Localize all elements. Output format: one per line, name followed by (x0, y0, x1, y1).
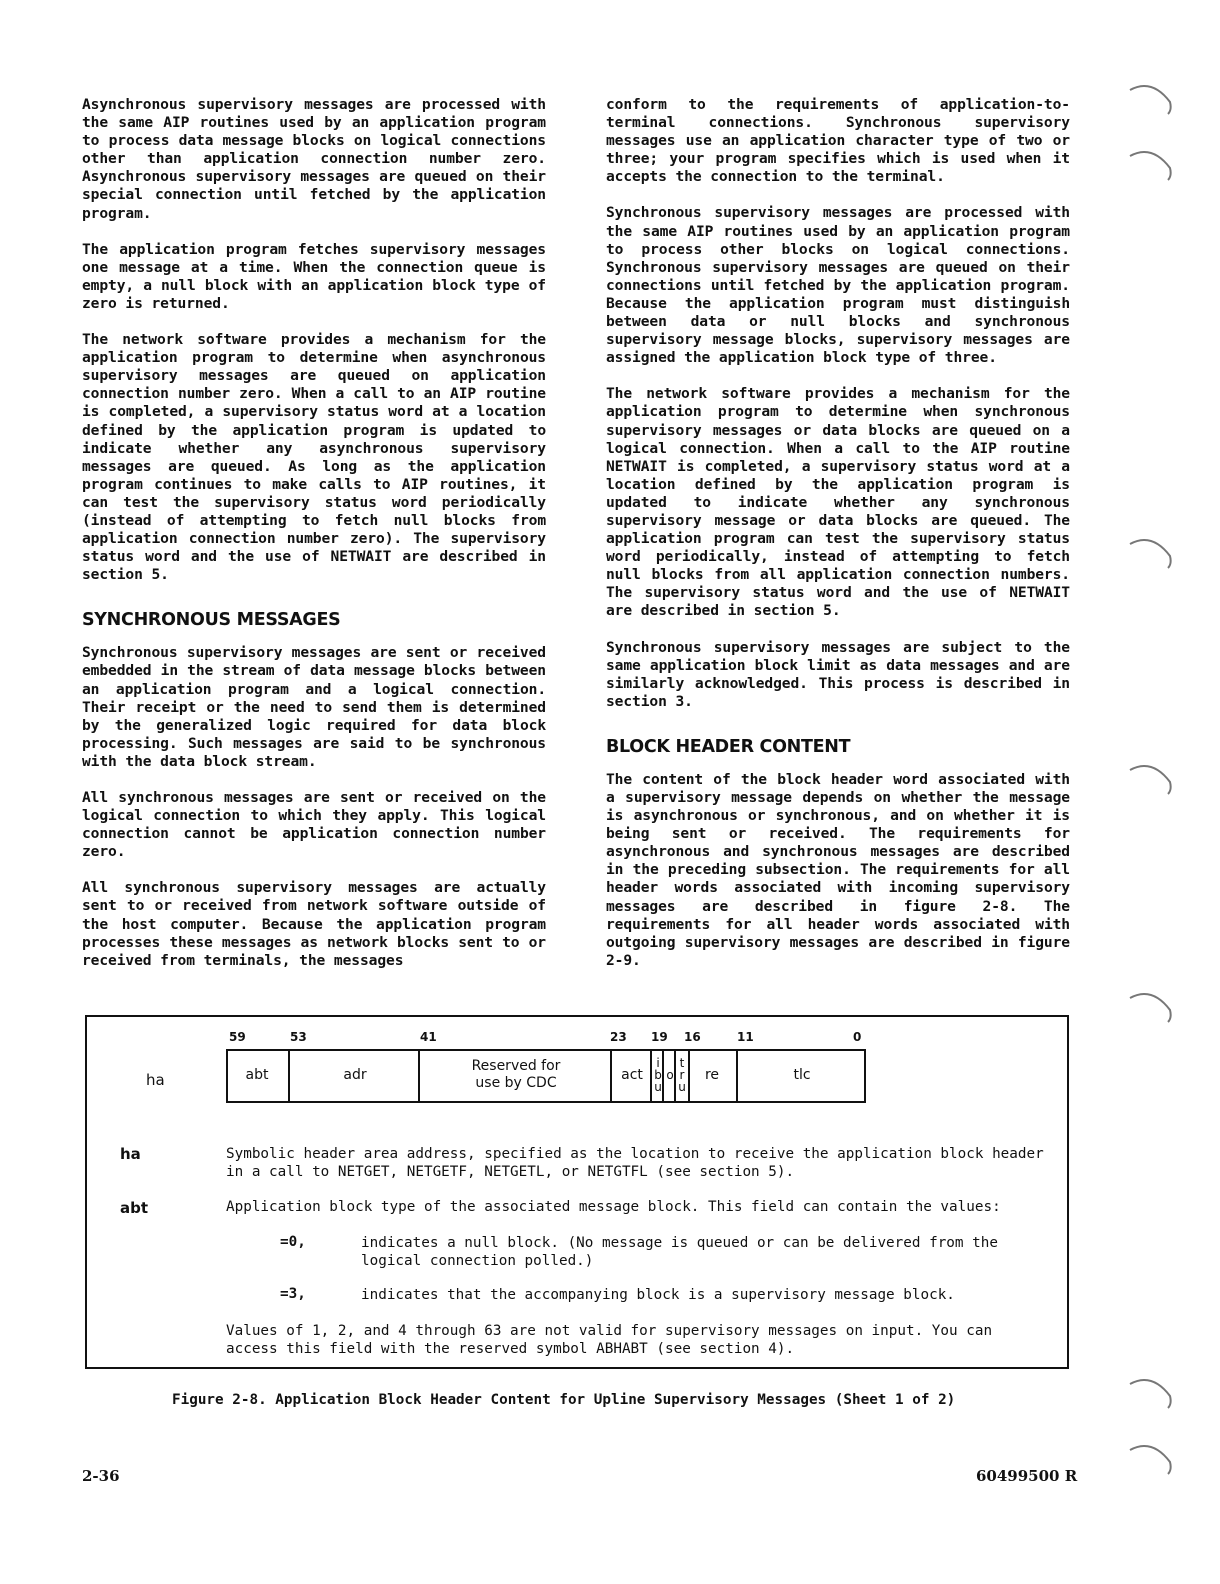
body-paragraph: Synchronous supervisory messages are sent or received embedded in the stream of data message blocks between an application program and a logical connection. Their receipt or the need to send them is determined by the generalized logic required for data block processing. Such messages are said to be synchronous with the data block stream. (82, 644, 546, 770)
section-heading: BLOCK HEADER CONTENT (606, 736, 851, 757)
left-column (82, 96, 546, 988)
field-reserved (418, 1049, 612, 1101)
field-ibu-letter: i (656, 1056, 660, 1070)
bit-number: 41 (420, 1030, 437, 1044)
binder-hole-icon (1128, 1440, 1174, 1476)
field-re: re (704, 1066, 720, 1083)
word-label: ha (146, 1071, 165, 1089)
bit-number: 0 (853, 1030, 862, 1044)
value-term: =0, (280, 1234, 306, 1250)
body-paragraph: conform to the requirements of application-to-terminal connections. Synchronous supervisory messages use an application character type of two or three; your program specifies which is used when it accepts the connection to the terminal. (606, 96, 1070, 186)
body-paragraph: Asynchronous supervisory messages are processed with the same AIP routines used by an application program to process data message blocks on logical connections other than application connection number zero. Asynchronous supervisory messages are queued on their special connection until fetched by the application program. (82, 96, 546, 222)
field-abt: abt (245, 1066, 269, 1083)
binder-hole-icon (1128, 988, 1174, 1024)
value-text: indicates a null block. (No message is queued or can be delivered from the logical connection polled.) (361, 1235, 998, 1269)
bit-number: 19 (651, 1030, 668, 1044)
bit-number: 16 (684, 1030, 701, 1044)
field-ibu-letter: u (654, 1080, 662, 1094)
bit-number: 59 (229, 1030, 246, 1044)
field-tlc: tlc (736, 1049, 866, 1101)
figure-caption: Figure 2-8. Application Block Header Content for Upline Supervisory Messages (Sheet 1 of 2) (172, 1392, 956, 1408)
page-number: 2-36 (82, 1467, 120, 1485)
field-act: act (610, 1049, 652, 1101)
body-paragraph: Synchronous supervisory messages are subject to the same application block limit as data messages and are similarly acknowledged. This process is described in section 3. (606, 638, 1070, 710)
field-tru-letter: u (678, 1080, 686, 1094)
definition-term: abt (120, 1199, 149, 1217)
body-paragraph: The content of the block header word associated with a supervisory message depends on whether the message is asynchronous or synchronous, and on whether it is being sent or received. The requirements for asynchronous and synchronous messages are described in the preceding subsection. The requirements for all header words associated with incoming supervisory messages are described in figure 2-8. The requirements for all header words associated with outgoing supervisory messages are described in figure 2-9. (606, 770, 1070, 969)
binder-hole-icon (1128, 1374, 1174, 1410)
binder-hole-icon (1128, 534, 1174, 570)
field-tru-letter: r (679, 1068, 685, 1082)
definition-text: Application block type of the associated message block. This field can contain the values: (226, 1199, 1001, 1215)
body-paragraph: All synchronous supervisory messages are actually sent to or received from network software outside of the host computer. Because the application program processes these messages as network blocks sent to or received from terminals, the messages (82, 879, 546, 969)
bit-number: 23 (610, 1030, 627, 1044)
field-adr: adr (288, 1049, 420, 1101)
definition-term: ha (120, 1145, 141, 1163)
field-ibu-letter: b (654, 1068, 662, 1082)
right-column (606, 96, 1070, 988)
value-text: indicates that the accompanying block is a supervisory message block. (361, 1287, 955, 1303)
field-tru-letter: t (679, 1056, 685, 1070)
field-reserved-line: use by CDC (475, 1075, 557, 1091)
body-paragraph: All synchronous messages are sent or received on the logical connection to which they apply. This logical connection cannot be application connection number zero. (82, 789, 546, 861)
value-term: =3, (280, 1286, 306, 1302)
body-paragraph: The network software provides a mechanism for the application program to determine when synchronous supervisory messages or data blocks are queued on a logical connection. When a call to the AIP routine NETWAIT is completed, a supervisory status word at a location defined by the application program is updated to indicate whether any synchronous supervisory message or data blocks are queued. The application program can test the supervisory status word periodically, instead of attempting to fetch null blocks from all application connection numbers. The supervisory status word and the use of NETWAIT are described in section 5. (606, 385, 1070, 620)
bit-number: 53 (290, 1030, 307, 1044)
binder-hole-icon (1128, 80, 1174, 116)
body-paragraph: The network software provides a mechanism for the application program to determine when asynchronous supervisory messages are queued on application connection number zero. When a call to an AIP routine is completed, a supervisory status word at a location defined by the application program is updated to indicate whether any asynchronous supervisory messages are queued. As long as the application program continues to make calls to AIP routines, it can test the supervisory status word periodically (instead of attempting to fetch null blocks from application connection number zero). The supervisory status word and the use of NETWAIT are described in section 5. (82, 331, 546, 584)
section-heading: SYNCHRONOUS MESSAGES (82, 610, 341, 631)
definition-text: Symbolic header area address, specified as the location to receive the application block header in a call to NETGET, NETGETF, NETGETL, or NETGTFL (see section 5). (226, 1146, 1044, 1180)
body-paragraph: The application program fetches supervisory messages one message at a time. When the connection queue is empty, a null block with an application block type of zero is returned. (82, 240, 546, 312)
binder-hole-icon (1128, 760, 1174, 796)
field-reserved-line: Reserved for (471, 1058, 561, 1074)
document-number: 60499500 R (976, 1467, 1078, 1485)
bit-number: 11 (737, 1030, 754, 1044)
definition-note: Values of 1, 2, and 4 through 63 are not valid for supervisory messages on input. You can access this field with the reserved symbol ABHABT (see section 4). (226, 1323, 993, 1357)
body-paragraph: Synchronous supervisory messages are processed with the same AIP routines used by an application program to process other blocks on logical connections. Synchronous supervisory messages are queued on their connections until fetched by the application program. Because the application program must distinguish between data or null blocks and synchronous supervisory message blocks, supervisory messages are assigned the application block type of three. (606, 204, 1070, 367)
binder-hole-icon (1128, 146, 1174, 182)
field-nfsub: o (662, 1049, 676, 1101)
